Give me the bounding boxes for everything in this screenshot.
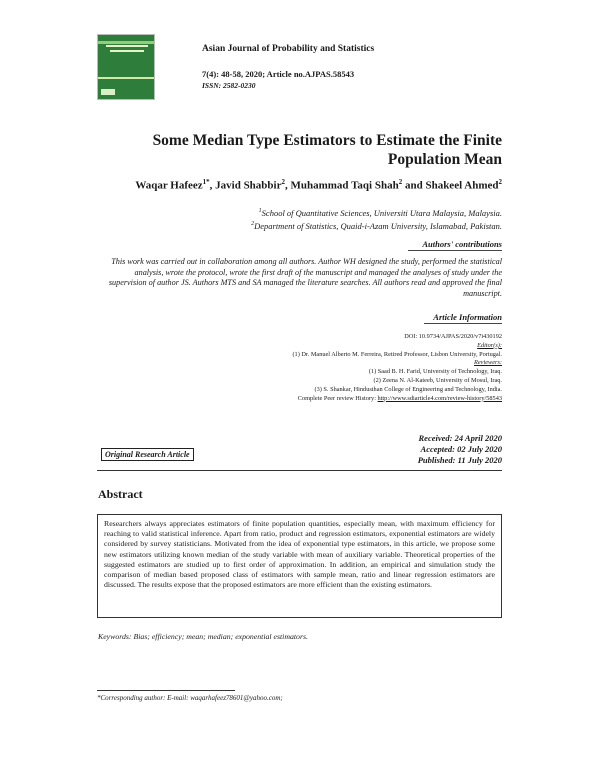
title-line-2: Population Mean (387, 151, 502, 168)
corresponding-author-footnote: *Corresponding author: E-mail: waqarhafeez78601@yahoo.com; (97, 694, 283, 702)
received-date: Received: 24 April 2020 (418, 433, 502, 443)
accepted-date: Accepted: 02 July 2020 (420, 444, 502, 454)
journal-name: Asian Journal of Probability and Statistics (202, 44, 375, 54)
editors-label: Editor(s): (477, 341, 502, 349)
author-name: Shakeel Ahmed (425, 179, 499, 192)
author-sep: , (284, 179, 291, 192)
issn: ISSN: 2582-0230 (202, 81, 256, 90)
journal-cover-image (97, 34, 155, 100)
doi: DOI: 10.9734/AJPAS/2020/v7i430192 (404, 333, 502, 340)
abstract-heading: Abstract (98, 487, 143, 501)
reviewers-label: Reviewers: (474, 359, 502, 367)
author-sup: 1* (202, 178, 210, 186)
reviewer-entry: (2) Zeena N. Al-Kateeb, University of Mosul, Iraq. (373, 376, 502, 384)
author-name: Javid Shabbir (215, 179, 282, 192)
author-sep: and (402, 179, 426, 192)
author-list (100, 178, 502, 192)
author-sup: 2 (398, 178, 403, 186)
published-date: Published: 11 July 2020 (417, 455, 502, 465)
article-info-heading: Article Information (433, 312, 502, 322)
author-name: Muhammad Taqi Shah (290, 179, 399, 192)
contributions-text: This work was carried out in collaboration among all authors. Author WH designed the study, performed the statistical analysis, wrote the protocol, wrote the first draft of the manuscript and managed the analyses of study under the supervision of author JS. Authors MTS and SA managed the literature searches. All authors read and approved the final manuscript. (108, 257, 502, 298)
paper-title (140, 131, 502, 169)
affiliation: $^1$School of Quantitative Sciences, Universiti Utara Malaysia, Malaysia. (258, 207, 502, 218)
title-line-1: Some Median Type Estimators to Estimate the Finite (152, 132, 502, 149)
reviewer-entry: (1) Saad B. H. Farid, University of Technology, Iraq. (368, 368, 502, 376)
author-name: Waqar Hafeez (135, 179, 203, 192)
review-history: Complete Peer review History: http://www.sdiarticle4.com/review-history/58543 (297, 394, 502, 402)
article-type-box: Original Research Article (101, 448, 194, 461)
author-sep: , (209, 179, 216, 192)
footnote-rule (97, 690, 235, 691)
section-divider (97, 470, 502, 471)
review-history-link[interactable]: http://www.sdiarticle4.com/review-history/58543 (377, 394, 502, 402)
author-sup: 2 (498, 178, 502, 186)
heading-underline (424, 323, 502, 324)
author-sup: 2 (281, 178, 285, 186)
affiliations (100, 206, 502, 232)
volume-line: 7(4): 48-58, 2020; Article no.AJPAS.58543 (202, 69, 355, 79)
editor-entry: (1) Dr. Manuel Alberto M. Ferreira, Retired Professor, Lisbon University, Portugal. (292, 350, 502, 358)
abstract-box: Researchers always appreciates estimators of finite population quantities, especially mean, with maximum efficiency for reaching to valid statistical inference. Apart from ratio, product and regression estimators, exponential estimators are widely considered by survey statisticians. Motivated from the idea of exponential type estimators, in this article, we propose some new estimators utilizing known median of the study variable with mean of auxiliary variable. Theoretical properties of the suggested estimators are studied up to first order of approximation. In addition, an empirical and simulation study the comparison of median based proposed class of estimators with sample mean, ratio and linear regression estimators are discussed. The results expose that the proposed estimators are more efficient than the existing estimators. (97, 514, 502, 618)
keywords: Keywords: Bias; efficiency; mean; median; exponential estimators. (98, 632, 308, 641)
heading-underline (408, 250, 502, 251)
article-info (150, 333, 502, 403)
affiliation: $^2$Department of Statistics, Quaid-i-Azam University, Islamabad, Pakistan. (251, 220, 502, 231)
reviewer-entry: (3) S. Shankar, Hindusthan College of Engineering and Technology, India. (314, 385, 502, 393)
publication-dates (300, 433, 502, 466)
contributions-heading: Authors' contributions (422, 239, 502, 249)
